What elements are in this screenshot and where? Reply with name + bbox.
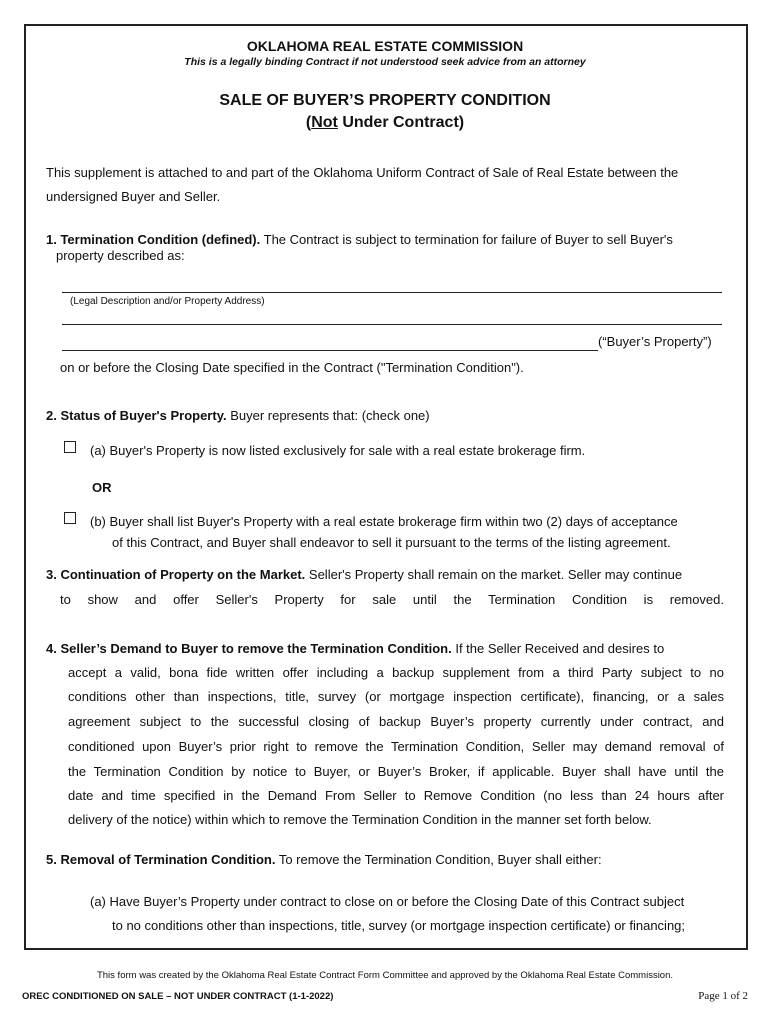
section-1-line-3: on or before the Closing Date specified in the Contract ("Termination Condition"). xyxy=(60,360,524,375)
section-5a-line-2: to no conditions other than inspections, title, survey (or mortgage inspection certificate) or financing; xyxy=(112,918,686,933)
section-4-line-2: accept a valid, bona fide written offer including a backup supplement from a third Party subject to no xyxy=(68,665,724,680)
option-a-checkbox[interactable] xyxy=(64,441,76,453)
section-4-line-4: agreement subject to the successful closing of backup Buyer’s property currently under contract, and xyxy=(68,714,724,729)
option-a-text: (a) Buyer's Property is now listed exclusively for sale with a real estate brokerage firm. xyxy=(90,443,586,458)
buyers-property-label: (“Buyer’s Property”) xyxy=(598,334,712,349)
property-description-line-1[interactable] xyxy=(62,292,722,293)
legal-notice: This is a legally binding Contract if not understood seek advice from an attorney xyxy=(184,56,586,68)
document-subtitle: (Not Under Contract) xyxy=(305,114,465,131)
agency-heading: OKLAHOMA REAL ESTATE COMMISSION xyxy=(246,38,524,54)
section-1-line-2: property described as: xyxy=(56,248,185,263)
intro-line-1: This supplement is attached to and part of the Oklahoma Uniform Contract of Sale of Real Estate between the xyxy=(46,165,679,180)
section-3-line-1: 3. Continuation of Property on the Market. Seller's Property shall remain on the market. Seller may continue xyxy=(46,567,683,582)
section-4-line-6: the Termination Condition by notice to Buyer, or Buyer’s Broker, if applicable. Buyer shall have until the xyxy=(68,764,724,779)
section-2-heading: 2. Status of Buyer's Property. Buyer represents that: (check one) xyxy=(46,408,430,423)
or-label: OR xyxy=(92,480,112,495)
option-b-checkbox[interactable] xyxy=(64,512,76,524)
section-4-line-3: conditions other than inspections, title, survey (or mortgage inspection certificate), financing, or a sales xyxy=(68,689,724,704)
field-caption: (Legal Description and/or Property Address) xyxy=(70,296,265,307)
intro-line-2: undersigned Buyer and Seller. xyxy=(46,189,221,204)
section-5-heading: 5. Removal of Termination Condition. To remove the Termination Condition, Buyer shall either: xyxy=(46,852,602,867)
section-4-line-8: delivery of the notice) within which to remove the Termination Condition in the manner set forth below. xyxy=(68,812,652,827)
section-3-line-2: to show and offer Seller's Property for sale until the Termination Condition is removed. xyxy=(60,592,724,607)
option-b-line-2: of this Contract, and Buyer shall endeavor to sell it pursuant to the terms of the listing agreement. xyxy=(112,535,671,550)
section-4-line-1: 4. Seller’s Demand to Buyer to remove the Termination Condition. If the Seller Received and desires to xyxy=(46,641,665,656)
form-identifier: OREC CONDITIONED ON SALE – NOT UNDER CONTRACT (1-1-2022) xyxy=(22,991,334,1002)
section-4-line-7: date and time specified in the Demand From Seller to Remove Condition (no less than 24 hours after xyxy=(68,788,724,803)
footer-note: This form was created by the Oklahoma Real Estate Contract Form Committee and approved by the Oklahoma Real Estate Commission. xyxy=(96,970,674,981)
section-5a-line-1: (a) Have Buyer’s Property under contract to close on or before the Closing Date of this Contract subject xyxy=(90,894,685,909)
section-1-line-1: 1. Termination Condition (defined). The Contract is subject to termination for failure of Buyer to sell Buyer's xyxy=(46,232,673,247)
document-title: SALE OF BUYER’S PROPERTY CONDITION xyxy=(219,92,551,109)
section-4-line-5: conditioned upon Buyer’s prior right to remove the Termination Condition, Seller may demand removal of xyxy=(68,739,724,754)
page-number: Page 1 of 2 xyxy=(698,990,748,1002)
option-b-line-1: (b) Buyer shall list Buyer's Property with a real estate brokerage firm within two (2) days of acceptance xyxy=(90,514,678,529)
property-description-line-3[interactable] xyxy=(62,350,598,351)
property-description-line-2[interactable] xyxy=(62,324,722,325)
